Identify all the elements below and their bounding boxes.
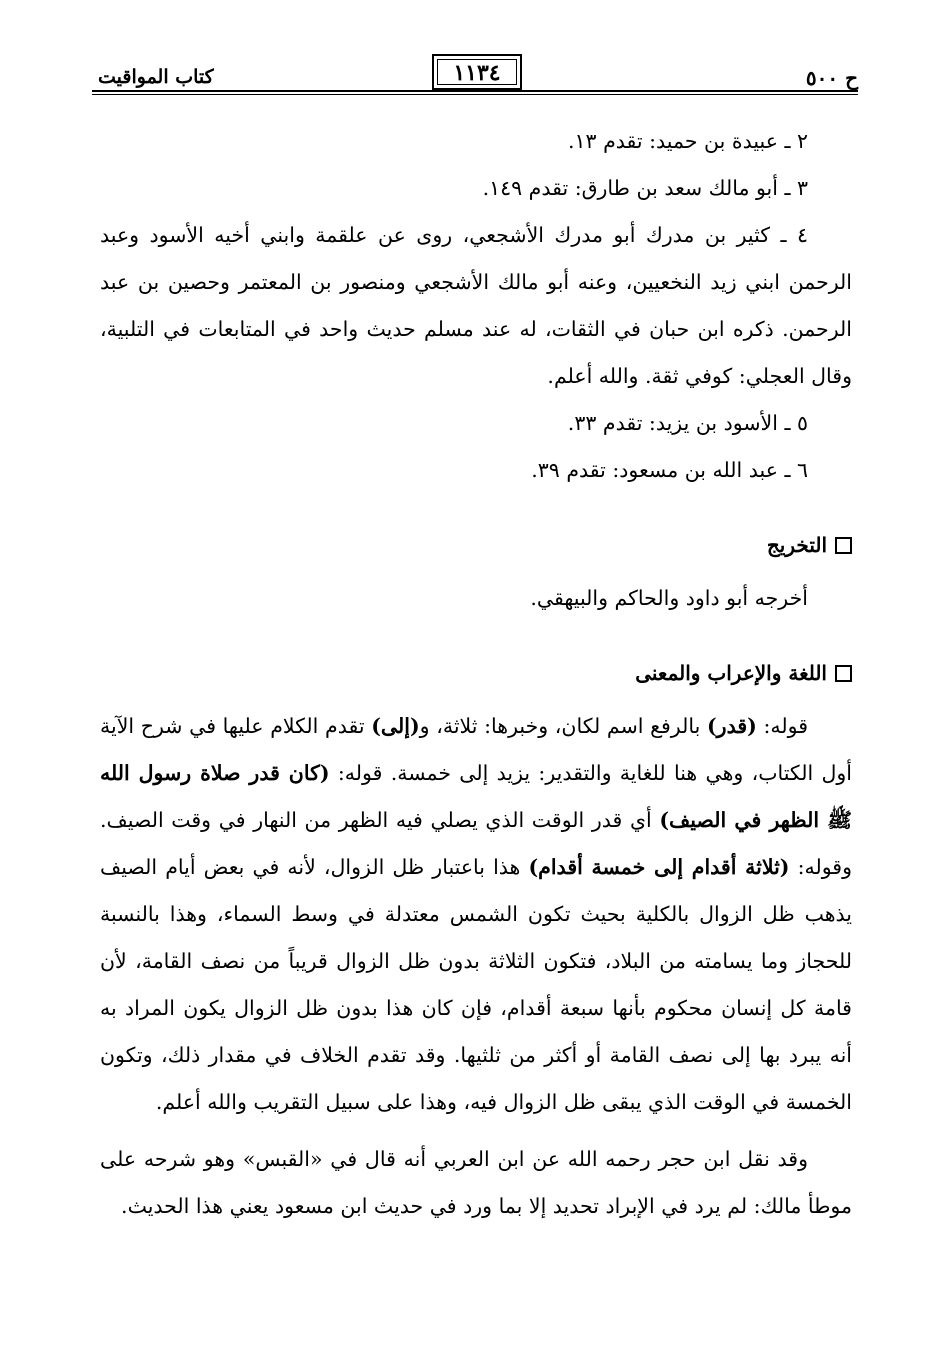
narrator-4: ٤ ـ كثير بن مدرك أبو مدرك الأشجعي، روى عن علقمة وابني أخيه الأسود وعبد الرحمن ابني زيد النخعيين، وعنه أبو مالك الأشجعي ومنصور بن المعتمر وحصين بن عبد الرحمن. ذكره ابن حبان في الثقات، له عند مسلم حديث واحد في المتابعات في التلبية، وقال العجلي: كوفي ثقة. والله أعلم. (100, 223, 852, 388)
book-title: كتاب المواقيت (98, 66, 214, 88)
narrator-3: ٣ ـ أبو مالك سعد بن طارق: تقدم ١٤٩. (482, 176, 808, 200)
narrator-5: ٥ ـ الأسود بن يزيد: تقدم ٣٣. (567, 411, 808, 435)
square-bullet-icon (835, 665, 852, 682)
takhrij-heading (100, 522, 852, 569)
text-run: قوله: (756, 714, 809, 738)
takhrij-text: أخرجه أبو داود والحاكم والبيهقي. (530, 586, 808, 610)
takhrij-heading-text: التخريج (766, 533, 827, 557)
text-run: تقدم الكلام عليها في شرح الآية أول الكتاب، وهي هنا للغاية والتقدير: يزيد إلى خمسة. قوله: (100, 714, 852, 785)
narrator-2: ٢ ـ عبيدة بن حميد: تقدم ١٣. (567, 129, 808, 153)
language-paragraph-2: وقد نقل ابن حجر رحمه الله عن ابن العربي أنه قال في «القبس» وهو شرحه على موطأ مالك: لم يرد في الإبراد تحديد إلا بما ورد في حديث ابن مسعود يعني هذا الحديث. (100, 1147, 852, 1218)
text-run: بالرفع اسم لكان، وخبرها: ثلاثة، و (419, 714, 707, 738)
text-run: هذا باعتبار ظل الزوال، لأنه في بعض أيام الصيف يذهب ظل الزوال بالكلية بحيث تكون الشمس معتدلة في وسط السماء، وهذا بالنسبة للحجاز وما يسامته من البلاد، فتكون الثلاثة بدون ظل الزوال قريباً من نصف القامة، لأن قامة كل إنسان محكوم بأنها سبعة أقدام، فإن كان هذا بدون ظل الزوال يكون المراد به أنه يبرد بها إلى نصف القامة أو أكثر من ثلثيها. وقد تقدم الخلاف في مقدار ذلك، وتكون الخمسة في الوقت الذي يبقى ظل الزوال فيه، وهذا على سبيل التقريب والله أعلم. (100, 855, 852, 1114)
narrator-6: ٦ ـ عبد الله بن مسعود: تقدم ٣٩. (531, 458, 808, 482)
header-rule (92, 90, 858, 95)
page-header (92, 52, 858, 98)
language-paragraph-1 (100, 703, 852, 1126)
quoted-phrase: (ثلاثة أقدام إلى خمسة أقدام) (528, 855, 790, 879)
hadith-reference: ح ٥٠٠ (805, 66, 858, 90)
quoted-term: (إلى) (371, 714, 420, 738)
square-bullet-icon (835, 537, 852, 554)
page-number: ١١٣٤ (432, 54, 522, 90)
quoted-phrase: (كان قدر صلاة رسول الله ﷺ الظهر في الصيف) (100, 761, 853, 832)
language-heading-text: اللغة والإعراب والمعنى (635, 661, 827, 685)
text-run: أي قدر الوقت الذي يصلي فيه الظهر من النهار في وقت الصيف. وقوله: (100, 808, 853, 879)
language-heading (100, 650, 852, 697)
page-content (100, 118, 852, 1230)
quoted-term: (قدر) (706, 714, 757, 738)
